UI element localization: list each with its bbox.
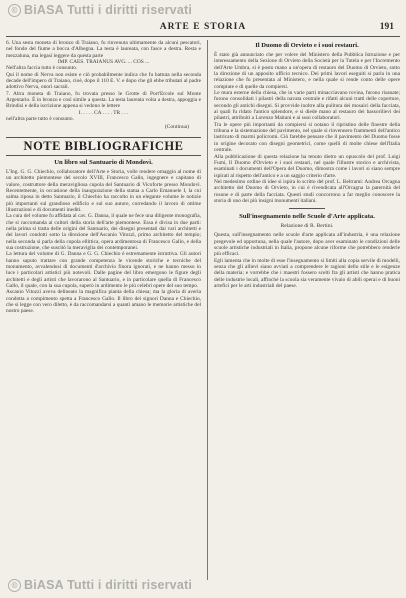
running-title: ARTE E STORIA <box>159 22 247 32</box>
paragraph: Nell'altra faccia tutto è consunto. <box>6 65 78 72</box>
watermark-text: BiASA Tutti i diritti riservati <box>24 578 193 592</box>
column-divider <box>207 40 208 580</box>
section-heading: NOTE BIBLIOGRAFICHE <box>6 137 201 156</box>
separator-rule <box>289 208 325 209</box>
paragraph: Ascanio Vitozzi aveva delineato la magnifica pianta della chiesa; ma la gloria di averla condotta a compimento spetta a Francesco Gallo. Il libro dei signori Danna e Chiechio, che si legge con vero diletto, è da raccomandarsi a quanti amano le memorie artistiche del nostro paese. <box>6 289 201 315</box>
page-number: 191 <box>379 22 394 32</box>
watermark-text: BiASA Tutti i diritti riservati <box>24 3 193 17</box>
paragraph: nell'altra parte tutto è consunto. <box>6 116 74 123</box>
paragraph: È stato già annunciato che per volere del Ministero della Pubblica Istruzione e per interessamento della Sezione di Orvieto della Società per la Tutela e per l'Incremento dell'Arte Umbra, si è posto mano a un'opera di restauro del Duomo di Orvieto, sotto la direzione di un apposito ufficio tecnico. Dei primi lavori eseguiti si parla in una relazione che fu presentata al Ministero, e nella quale si rende conto delle opere compiute e di quelle da compiersi. <box>214 52 400 90</box>
continued-note: (Continua) <box>164 124 189 131</box>
left-column <box>6 40 201 588</box>
inscription: I. . . . . CA . . . . TR . . . <box>78 109 129 116</box>
paragraph: 7. Altra moneta di Traiano, fu trovata presso le Grotte di Port'Ercole sul Monte Argentario. È in bronzo e così simile a questa. La testa laureata volta a destra, appoggia e Brindisi e della iscrizione appena si vedono le lettere <box>6 90 201 110</box>
copyright-icon: © <box>8 579 21 592</box>
paragraph: La lettura del volume di G. Danna e G. G. Chiechio è estremamente istruttiva. Gli autori hanno saputo trattare con grande competenza le vicende storiche e tecniche del monumento, avvalendosi di documenti d'archivio finora ignorati, e ne hanno messo in luce i particolari artistici più notevoli. Dalle pagine del libro emergono le figure degli architetti e degli artisti che lavorarono al Santuario, e in particolare quella di Francesco Gallo, il quale, con la sua cupola, superò in ardimento le più celebri opere del suo tempo. <box>6 251 201 289</box>
paragraph: Nel medesimo ordine di idee si ispira lo scritto del prof. L. Beltrami: Andrea Orcagna architetto del Duomo di Orvieto, in cui è rivendicata all'Orcagna la paternità del rosone e di parte della facciata. Questi studi concorrono a far meglio conoscere la storia di uno dei più insigni monumenti italiani. <box>214 178 400 204</box>
paragraph: Questa, sull'insegnamento nelle scuole d'arte applicata all'industria, è una relazione pregevole ed opportuna, nella quale l'autore, dopo aver esaminato le condizioni delle scuole artistiche industriali in Italia, propone alcune riforme che potrebbero renderle più efficaci. <box>214 232 400 258</box>
inscription: IMP. CAES. TRAIANUS AVG. ... COS ... <box>57 59 150 66</box>
page-header <box>6 22 400 37</box>
article-title: Il Duomo di Orvieto e i suoi restauri. <box>255 42 359 49</box>
article-subtitle: Relazione di R. Bertini. <box>280 223 334 230</box>
paragraph: 6. Una sesta moneta di bronzo di Traiano, fu rinvenuta ultimamente da alcuni pescatori, nel fondo del fiume a bocca d'Albegna. La testa è laureata, con fasce a destra. Resta e mezzaluna, ma legasi leggere da questa parte <box>6 40 201 59</box>
watermark-bottom <box>8 578 192 592</box>
article-title: Un libro sul Santuario di Mondovì. <box>54 158 153 166</box>
watermark-top <box>8 3 192 17</box>
paragraph: L'Ing. G. G. Chiechio, collaboratore dell'Arte e Storia, volle rendere omaggio al nome di un architetto piemontese del secolo XVIII, Francesco Gallo, ingegnere e capitano di valore, costruttore della meravigliosa cupola del Santuario di Vicoforte presso Mondovì. Recentemente, in occasione della inaugurazione della statua a Carlo Emanuele I, la cui salma riposa in detto Santuario, il Chiechio ha raccolto in un elegante volume le notizie più importanti sul grandioso edificio e sul suo autore, corredando il lavoro di ottime illustrazioni e di documenti inediti. <box>6 168 201 213</box>
paragraph: Egli lamenta che in molte di esse l'insegnamento si limiti alla copia servile di modelli, senza che gli allievi siano avviati a comprendere le ragioni dello stile e le esigenze della materia; e vorrebbe che i maestri fossero scelti fra gli artisti che hanno pratica delle industrie locali, affinché la scuola sia veramente vivaio di abili operai e di buoni artefici per le arti industriali del paese. <box>214 257 400 289</box>
paragraph: Alla pubblicazione di questa relazione ha tenuto dietro un opuscolo del prof. Luigi Fumi, Il Duomo d'Orvieto e i suoi restauri, nel quale l'illustre storico e archivista, esaminati i documenti dell'Opera del Duomo, dimostra come i lavori si siano sempre ispirati al rispetto dell'antico e a un saggio criterio d'arte. <box>214 153 400 179</box>
paragraph: Qui il nome di Nerva non esiste e ciò probabilmente indica che fu battuta nella seconda decade dell'impero di Traiano, cioè, dopo il 110 E. V. e dopo che gli ebbe tributati al padre adottivo Nerva, onori sacrali. <box>6 71 201 91</box>
paragraph: Le mura esterne della chiesa, che in varie parti minacciavano rovina, furono risanate; furono consolidati i pilastri della navata centrale e rifatti alcuni tratti delle coperture, secondo gli antichi disegni. Si provvide inoltre alla pulitura dei mosaici della facciata, ai quali fu ridato l'antico splendore, e si diede mano al restauro dei bassorilievi dei pilastri, attribuiti a Lorenzo Maitani e ai suoi collaboratori. <box>214 90 400 122</box>
paragraph: La cura del volume fu affidata al cav. G. Danna, il quale ne fece una diligente monografia, che si raccomanda ai cultori della storia dell'arte piemontese. Essa è divisa in due parti: nella prima si tratta delle origini del Santuario, dei disegni presentati dai vari architetti e dei lavori condotti sotto la direzione dell'Ascanio Vitozzi, primo architetto del tempio; nella seconda si parla della cupola ellittica, opera ardimentosa di Francesco Gallo, e della sua costruzione, che suscitò la meraviglia dei contemporanei. <box>6 213 201 251</box>
article-title: Sull'insegnamento nelle Scuole d'Arte applicata. <box>239 213 375 221</box>
copyright-icon: © <box>8 4 21 17</box>
right-column <box>214 40 400 588</box>
paragraph: Tra le opere più importanti da compiersi si notano il ripristino delle finestre della tribuna e la sistemazione del pavimento, nel quale si rinvennero frammenti dell'antico lastricato di marmi policromi. Ciò farebbe pensare che il pavimento del Duomo fosse in origine decorato con disegni geometrici, come quelli di molte chiese dell'Italia centrale. <box>214 121 400 154</box>
